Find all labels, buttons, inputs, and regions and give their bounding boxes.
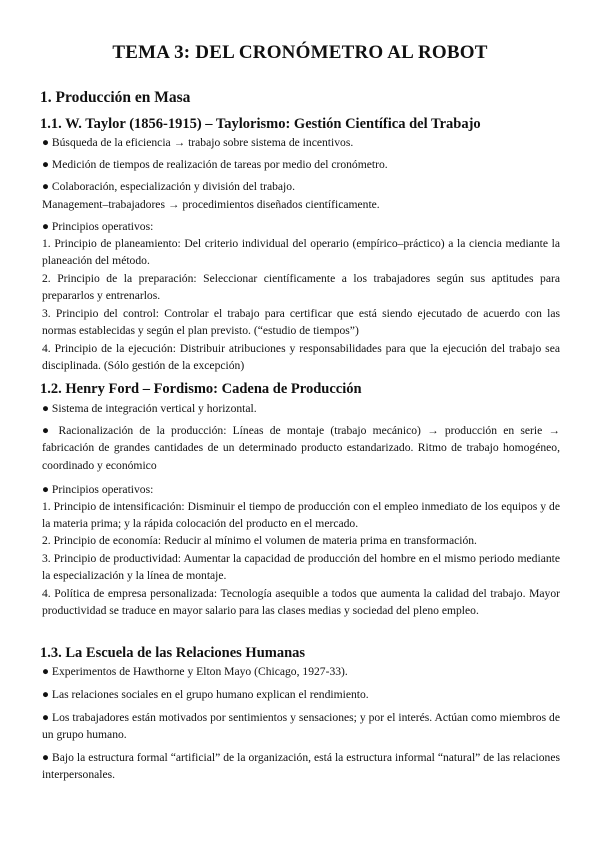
document-title: TEMA 3: DEL CRONÓMETRO AL ROBOT <box>112 42 488 63</box>
ford-politica-empresa: 4. Política de empresa personalizada: Tecnología asequible a todos que aumenta la calidad del trabajo. Mayor productividad se traduce en mayor salario para las clases medias y sociedad del pleno empleo. <box>42 587 560 618</box>
subsection-heading-relaciones-humanas: 1.3. La Escuela de las Relaciones Humanas <box>40 645 306 661</box>
ford-bullet-integracion: ● Sistema de integración vertical y horizontal. <box>42 402 257 415</box>
taylor-principios-label: ● Principios operativos: <box>42 220 154 233</box>
relaciones-bullet-estructura: ● Bajo la estructura formal “artificial” de la organización, está la estructura informal “natural” de las relaciones interpersonales. <box>42 751 560 782</box>
ford-principios-label: ● Principios operativos: <box>42 483 154 496</box>
taylor-principio-control: 3. Principio del control: Controlar el trabajo para certificar que está siendo ejecutado de acuerdo con las normas establecidas y según el plan previsto. (“estudio de tiempos”) <box>42 307 560 338</box>
relaciones-bullet-motivacion: ● Los trabajadores están motivados por sentimientos y sensaciones; y por el interés. Actúan como miembros de un grupo humano. <box>42 711 560 742</box>
ford-principio-productividad: 3. Principio de productividad: Aumentar la capacidad de producción del hombre en el mismo periodo mediante la especialización y la línea de montaje. <box>42 552 560 583</box>
ford-bullet-racionalizacion: ● Racionalización de la producción: Líneas de montaje (trabajo mecánico) → producción en serie → fabricación de grandes cantidades de un determinado producto estandarizado. Ritmo de trabajo homogéneo, coordinado y económico <box>42 424 560 472</box>
taylor-management-line: Management–trabajadores → procedimientos diseñados científicamente. <box>42 198 380 211</box>
subsection-heading-ford: 1.2. Henry Ford – Fordismo: Cadena de Producción <box>40 381 362 397</box>
taylor-principio-ejecucion: 4. Principio de la ejecución: Distribuir atribuciones y responsabilidades para que la ejecución del trabajo sea disciplinada. (Sólo gestión de la excepción) <box>42 342 560 373</box>
relaciones-bullet-hawthorne: ● Experimentos de Hawthorne y Elton Mayo (Chicago, 1927-33). <box>42 665 348 678</box>
relaciones-bullet-rendimiento: ● Las relaciones sociales en el grupo humano explican el rendimiento. <box>42 688 369 701</box>
taylor-bullet-colaboracion: ● Colaboración, especialización y división del trabajo. <box>42 180 295 193</box>
section-heading-produccion-masa: 1. Producción en Masa <box>40 89 191 106</box>
taylor-principio-preparacion: 2. Principio de la preparación: Seleccionar científicamente a los trabajadores según sus aptitudes para prepararlos y entrenarlos. <box>42 272 560 303</box>
taylor-principio-planeamiento: 1. Principio de planeamiento: Del criterio individual del operario (empírico–práctico) a la ciencia mediante la planeación del método. <box>42 237 560 268</box>
subsection-heading-taylor: 1.1. W. Taylor (1856-1915) – Taylorismo: Gestión Científica del Trabajo <box>40 116 481 132</box>
taylor-bullet-eficiencia: ● Búsqueda de la eficiencia → trabajo sobre sistema de incentivos. <box>42 136 354 149</box>
taylor-bullet-medicion: ● Medición de tiempos de realización de tareas por medio del cronómetro. <box>42 158 388 171</box>
ford-principio-intensificacion: 1. Principio de intensificación: Disminuir el tiempo de producción con el empleo inmediato de los equipos y de la materia prima; y la rápida colocación del producto en el mercado. <box>42 500 560 531</box>
ford-principio-economia: 2. Principio de economía: Reducir al mínimo el volumen de materia prima en transformación. <box>42 534 477 547</box>
